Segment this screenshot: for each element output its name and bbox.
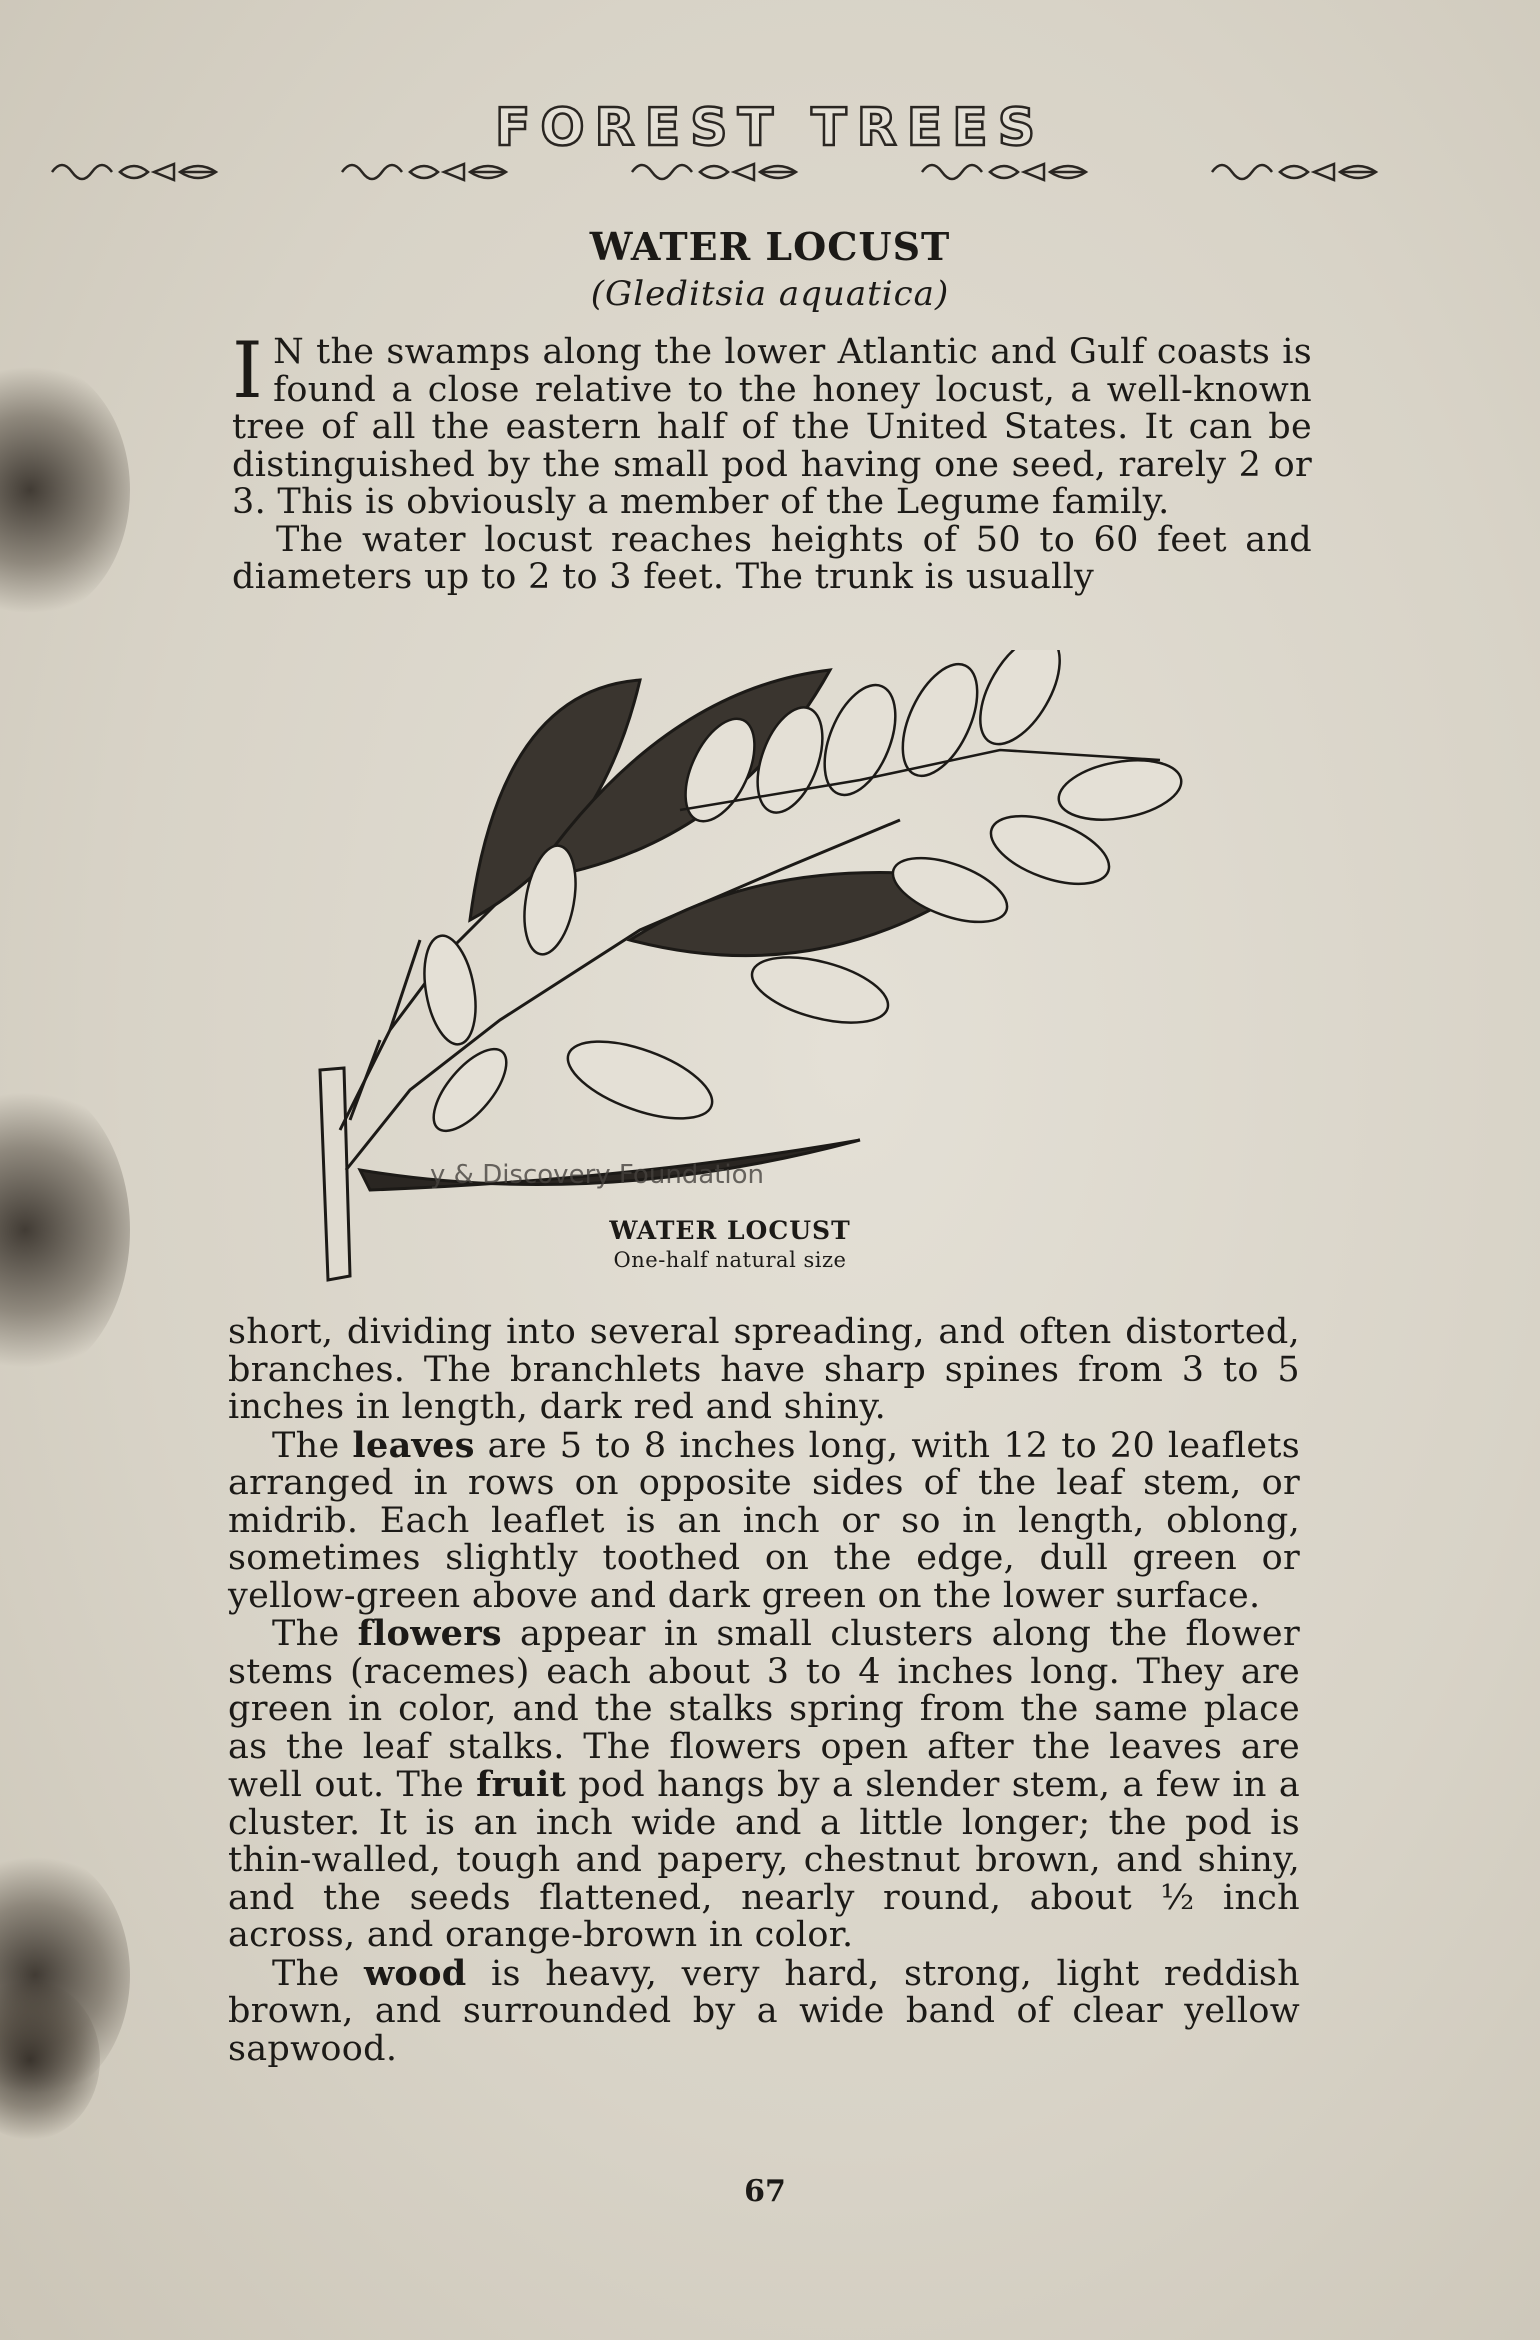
burn-mark: [0, 360, 130, 620]
paragraph-leaves: The leaves are 5 to 8 inches long, with 12 to 20 leaflets arranged in rows on opposite sides of the leaf stem, or midrib. Each leaflet is an inch or so in length, oblong, sometimes slightly toothed on the edge, dull green or yellow-green above and dark green on the lower surface.: [228, 1424, 1300, 1616]
term-fruit: fruit: [476, 1764, 567, 1805]
running-header: FOREST TREES: [494, 98, 1046, 158]
term-leaves: leaves: [352, 1424, 475, 1466]
term-wood: wood: [364, 1952, 467, 1994]
term-flowers: flowers: [357, 1613, 502, 1654]
text-block-bottom: [228, 1314, 1300, 2068]
paragraph-flowers: The flowers appear in small clusters along the flower stems (racemes) each about 3 to 4 inches long. They are green in color, and the stalks spring from the same place as the leaf stalks. The flowers open after the leaves are well out. The fruit pod hangs by a slender stem, a few in a cluster. It is an inch wide and a little longer; the pod is thin-walled, tough and papery, chestnut brown, and shiny, and the seeds flattened, nearly round, about ½ inch across, and orange-brown in color.: [228, 1613, 1300, 1955]
paragraph-continuation: short, dividing into several spreading, and often distorted, branches. The branchlets have sharp spines from 3 to 5 inches in length, dark red and shiny.: [228, 1312, 1300, 1427]
intro-paragraph: I N the swamps along the lower Atlantic and Gulf coasts is found a close relative to the honey locust, a well-known tree of all the eastern half of the United States. It can be distinguished by the small pod having one seed, rarely 2 or 3. This is obviously a member of the Legume family.: [232, 326, 1312, 522]
water-locust-illustration: [300, 650, 1240, 1300]
paragraph-wood: The wood is heavy, very hard, strong, light reddish brown, and surrounded by a wide band of clear yellow sapwood.: [228, 1952, 1300, 2069]
paragraph-dimensions: The water locust reaches heights of 50 to 60 feet and diameters up to 2 to 3 feet. The trunk is usually: [232, 519, 1312, 597]
drop-cap: I: [232, 326, 264, 416]
illustration-caption: WATER LOCUST: [609, 1216, 851, 1245]
page-number: 67: [744, 2174, 786, 2209]
decorative-border-ornament: [50, 152, 1540, 192]
text-block-top: [232, 326, 1312, 597]
illustration-subcaption: One-half natural size: [613, 1248, 847, 1272]
article-title: WATER LOCUST: [589, 224, 951, 269]
watermark-text: y & Discovery Foundation: [430, 1160, 765, 1190]
latin-name: (Gleditsia aquatica): [590, 274, 950, 314]
